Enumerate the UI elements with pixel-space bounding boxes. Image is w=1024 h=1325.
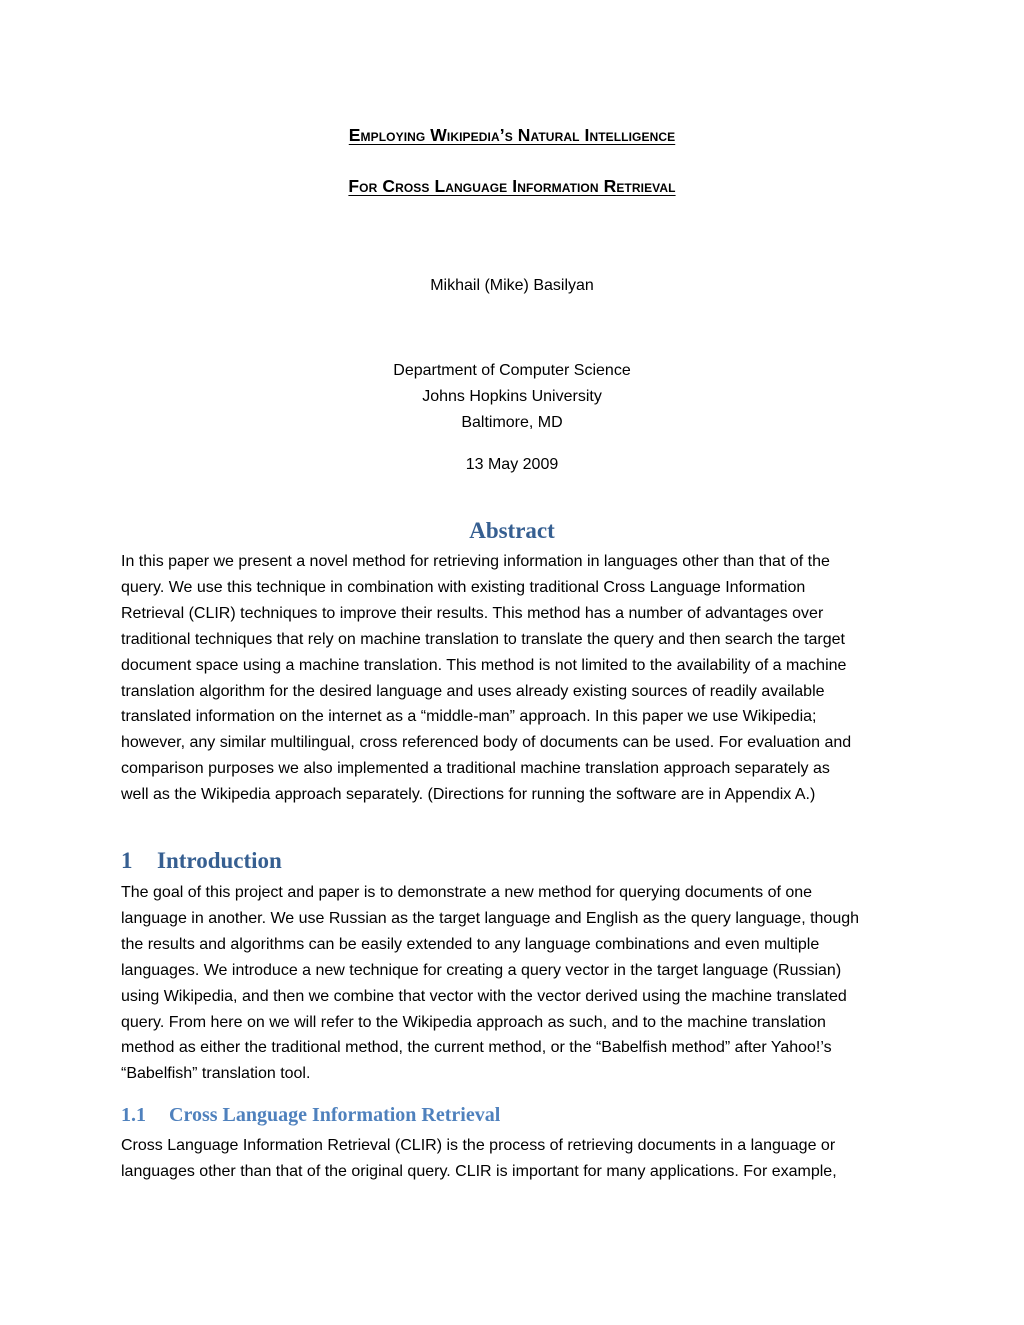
affiliation-department: Department of Computer Science	[393, 362, 631, 379]
section-1-1-number: 1.1	[121, 1104, 146, 1126]
abstract-line: translation algorithm for the desired language and uses already existing sources of readily available	[121, 682, 825, 700]
section-1-line: method as either the traditional method, the current method, or the “Babelfish method” after Yahoo!’s	[121, 1039, 832, 1057]
section-1-heading	[121, 848, 282, 874]
publication-date: 13 May 2009	[465, 456, 559, 473]
title-line-1: Employing Wikipedia’s Natural Intelligence	[348, 125, 676, 145]
title-line-2: For Cross Language Information Retrieval	[348, 176, 676, 196]
affiliation-location: Baltimore, MD	[461, 414, 563, 431]
section-1-number: 1	[121, 848, 133, 873]
section-1-1-line: Cross Language Information Retrieval (CLIR) is the process of retrieving documents in a language or	[121, 1137, 836, 1154]
abstract-line: Retrieval (CLIR) techniques to improve their results. This method has a number of advantages over	[121, 604, 824, 622]
abstract-line: translated information on the internet as a “middle-man” approach. In this paper we use Wikipedia;	[121, 708, 817, 726]
author-name: Mikhail (Mike) Basilyan	[430, 277, 594, 294]
section-1-line: the results and algorithms can be easily extended to any language combinations and even multiple	[121, 935, 820, 953]
abstract-line: traditional techniques that rely on machine translation to translate the query and then search the target	[121, 630, 845, 648]
section-1-1-heading	[121, 1104, 500, 1127]
abstract-line: document space using a machine translation. This method is not limited to the availability of a machine	[121, 656, 847, 674]
section-1-1-line: languages other than that of the original query. CLIR is important for many applications. For example,	[121, 1162, 837, 1180]
affiliation-university: Johns Hopkins University	[422, 388, 602, 405]
section-1-line: languages. We introduce a new technique for creating a query vector in the target language (Russian)	[121, 961, 842, 979]
section-1-title: Introduction	[157, 848, 282, 873]
abstract-heading: Abstract	[469, 518, 555, 543]
section-1-line: query. From here on we will refer to the Wikipedia approach as such, and to the machine translation	[121, 1013, 826, 1031]
abstract-line: In this paper we present a novel method for retrieving information in languages other than that of the	[121, 553, 830, 570]
section-1-1-body	[121, 1133, 911, 1185]
abstract-line: well as the Wikipedia approach separately. (Directions for running the software are in Appendix A.)	[121, 786, 816, 804]
section-1-line: “Babelfish” translation tool.	[121, 1065, 311, 1083]
section-1-body	[121, 880, 911, 1087]
section-1-line: using Wikipedia, and then we combine that vector with the vector derived using the machine translated	[121, 987, 847, 1005]
section-1-line: The goal of this project and paper is to demonstrate a new method for querying documents of one	[121, 884, 813, 901]
abstract-line: comparison purposes we also implemented a traditional machine translation approach separately as	[121, 760, 830, 778]
section-1-line: language in another. We use Russian as the target language and English as the query language, though	[121, 909, 860, 927]
abstract-line: however, any similar multilingual, cross referenced body of documents can be used. For evaluation and	[121, 734, 852, 752]
section-1-1-title: Cross Language Information Retrieval	[169, 1104, 501, 1126]
abstract-line: query. We use this technique in combination with existing traditional Cross Language Information	[121, 578, 806, 596]
abstract-body	[121, 549, 911, 808]
